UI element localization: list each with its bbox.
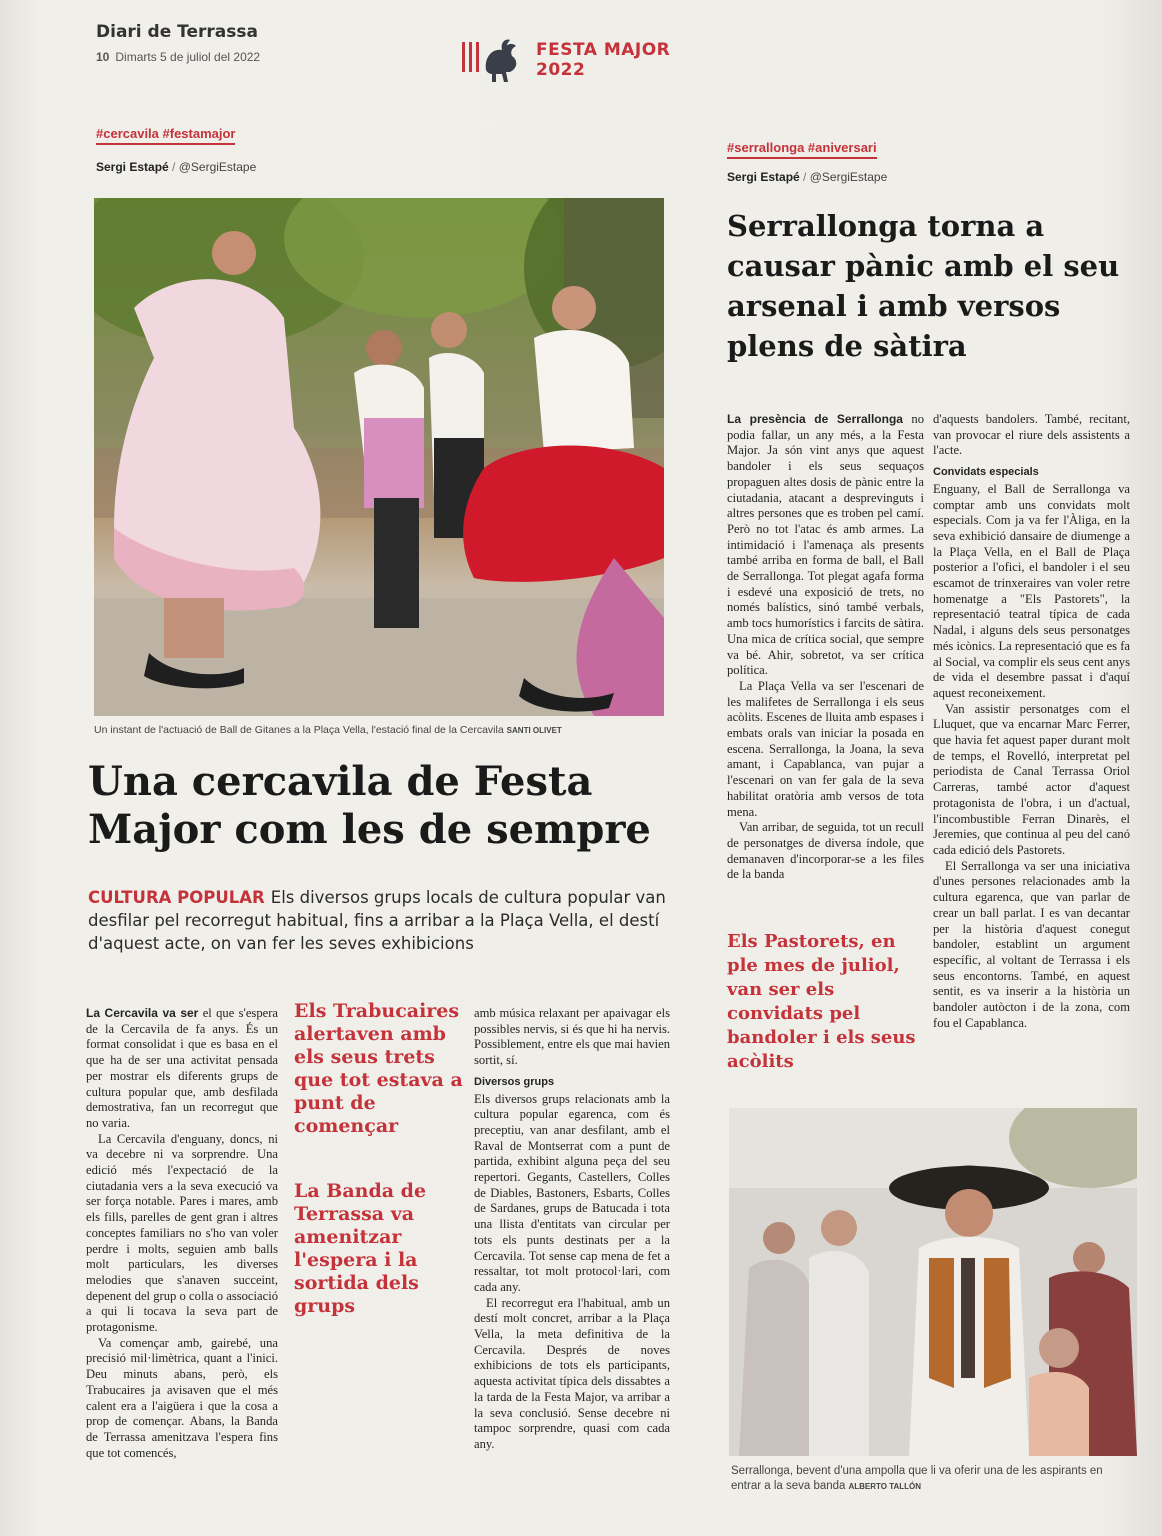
author-handle[interactable]: @SergiEstape	[178, 160, 257, 174]
author-name: Sergi Estapé	[727, 170, 800, 184]
paragraph: La Cercavila d'enguany, doncs, ni va decebre ni va sorprendre. Una edició més l'expectació de la ciutadania vers a la seva execució va ser força notable. Pares i mares, amb els fills, parelles de gent gran i altres conceptes familiars no s'ho van voler perdre i molts, seguien amb balls molt particulars, les diverses melodies que s'anaven succeint, depenent del grup o colla o associació a qui li tocava la seva part de protagonisme.	[86, 1131, 278, 1335]
right-body-column-2	[933, 412, 1130, 1031]
left-photo-caption	[94, 724, 664, 736]
paragraph	[727, 412, 924, 679]
paragraph: Va començar amb, gairebé, una precisió mil·limètrica, quant a l'inici. Deu minuts abans, però, els Trabucaires ja avisaven que el més calent era a l'aigüera i que la cosa a prop de començar. Abans, la Banda de Terrassa amenitzava l'espera fins que tot comencés,	[86, 1335, 278, 1460]
caption-text: Un instant de l'actuació de Ball de Gitanes a la Plaça Vella, l'estació final de la Cercavila	[94, 724, 504, 736]
paragraph: El recorregut era l'habitual, amb un destí molt concret, arribar a la Plaça Vella, la meta definitiva de la Cercavila. Després de noves exhibicions de tots els participants, aquesta activitat típica dels dissabtes a la tarda de la Festa Major, va arribar a la seva conclusió. Sense decebre ni tampoc sorprendre, quasi com cada any.	[474, 1295, 670, 1451]
page-number: 10	[96, 50, 110, 64]
caption-text: Serrallonga, bevent d'una ampolla que li va oferir una de les aspirants en entrar a la seva banda	[731, 1465, 1103, 1492]
paragraph: Van assistir personatges com el Lluquet, que va encarnar Marc Ferrer, que havia fet aquest paper durant molt de temps, el Rovelló, interpretat pel periodista de Canal Terrassa Oriol Carreras, també actor d'aquest protagonista de l'obra, i un d'actual, l'incombustible Ferran Dinarès, el Jeremies, que continua al peu del canó cada edició dels Pastorets.	[933, 701, 1130, 857]
left-body-column-3	[474, 1006, 670, 1453]
paragraph: amb música relaxant per apaivagar els possibles nervis, si és que hi ha nervis. Possiblement, entre els que mai havien sortit, sí.	[474, 1006, 670, 1068]
author-name: Sergi Estapé	[96, 160, 169, 174]
paragraph: Enguany, el Ball de Serrallonga va comptar amb uns convidats molt especials. Com ja va fer l'Àliga, en la seva exhibició dansaire de diumenge a la Plaça Vella, en el Ball de Plaça posterior a l'ofici, el bandoler i el seu escamot de trinxeraires van voler retre homenatge a "Els Pastorets", la representació teatral típica de cada Nadal, i alguns dels seus personatges més icònics. La representació que es fa al Social, va complir els seus cent anys de vida el desembre passat i d'aquí aquest reconeixement.	[933, 481, 1130, 700]
paragraph-text: el que s'espera de la Cercavila de fa anys. És un format consolidat i que es basa en el que ha de ser una activitat pensada per mostrar els diferents grups de cultura popular que, amb desfilada demostrativa, fan un recorregut que no varia.	[86, 1006, 278, 1130]
dancers-photo	[94, 198, 664, 716]
section-kicker: CULTURA POPULAR	[88, 888, 265, 907]
lead-in: La presència de Serrallonga	[727, 412, 903, 426]
left-body-column-1	[86, 1006, 278, 1461]
left-standfirst	[88, 886, 673, 955]
dancers-photo-icon	[94, 198, 664, 716]
date: Dimarts 5 de juliol del 2022	[115, 50, 261, 64]
paragraph: La Plaça Vella va ser l'escenari de les malifetes de Serrallonga i els seus acòlits. Escenes de lluita amb espases i embats orals van iniciar la posada en escena. Serrallonga, la Joana, la seva amant, i Capablanca, van pujar a l'escenari on van fer gala de la seva habilitat oratòria amb versos de tota mena.	[727, 678, 924, 819]
subheading: Convidats especials	[933, 466, 1039, 479]
right-article-byline: Sergi Estapé / @SergiEstape	[727, 170, 888, 184]
paragraph: d'aquests bandolers. També, recitant, van provocar el riure dels assistents a l'acte.	[933, 412, 1130, 458]
serrallonga-photo-icon	[729, 1108, 1137, 1456]
paragraph: Van arribar, de seguida, tot un recull de personatges de diversa índole, que demanaven d'incorporar-se a les files de la banda	[727, 820, 924, 882]
lead-in: La Cercavila va ser	[86, 1006, 199, 1020]
photo-credit: ALBERTO TALLÓN	[848, 1482, 922, 1491]
right-photo-caption	[731, 1464, 1131, 1494]
standfirst-text: Els diversos grups locals de cultura popular van desfilar pel recorregut habitual, fins a arribar a la Plaça Vella, el destí d'aquest acte, on van fer les seves exhibicions	[88, 888, 666, 953]
paragraph-text: no podia fallar, un any més, a la Festa Major. Ja són vint anys que aquest bandoler i els seus sequaços propaguen altes dosis de pànic entre la ciutadania, atacant a desprevinguts i altres persones que es troben pel camí. Però no tot l'atac és amb armes. La intimidació i l'amenaça als presents també arriba en forma de ball, el Ball de Serrallonga. Tot plegat agafa forma i esdevé una exposició de trets, no només balístics, sinó també verbals, amb tocs humorístics i farcits de sàtira. Una mica de crítica social, que sempre va bé. Ahir, sobretot, va ser crítica política.	[727, 412, 924, 678]
subheading: Diversos grups	[474, 1075, 555, 1088]
left-article-tag[interactable]: #cercavila #festamajor	[96, 126, 235, 145]
masthead: Diari de Terrassa	[96, 22, 258, 42]
right-pull-quote: Els Pastorets, en ple mes de juliol, van ser els convidats pel bandoler i els seus acòlits	[727, 931, 916, 1072]
paragraph: Els diversos grups relacionats amb la cultura popular egarenca, com és preceptiu, van anar desfilant, amb el Raval de Montserrat com a punt de partida, exhibint alguna peça del seu repertori. Gegants, Castellers, Colles de Diables, Bastoners, Esbarts, Colles de Sardanes, grups de Batucada i tota una llista d'entitats van circular per tots els punts destinats per a la Cercavila. Tot sense cap mena de fet a ressaltar, tot molt protocol·lari, com cada any.	[474, 1091, 670, 1294]
section-title	[536, 40, 670, 80]
pull-quote-1: Els Trabucaires alertaven amb els seus trets que tot estava a punt de començar	[294, 1000, 463, 1137]
serrallonga-photo	[729, 1108, 1137, 1456]
section-year: 2022	[536, 60, 586, 80]
author-handle[interactable]: @SergiEstape	[809, 170, 888, 184]
section-name: FESTA MAJOR	[536, 40, 671, 60]
paragraph: El Serrallonga va ser una iniciativa d'unes persones relacionades amb la cultura egarenca, que van parlar de crear un ball parlat. I es van decantar per la història d'aquest conegut bandoler, establint un argument específic, al voltant de Terrassa i els seus encontorns. També, en aquest sentit, es va inserir a la història un bandoler autòcton i de la zona, com fou el Capablanca.	[933, 858, 1130, 1030]
right-headline: Serrallonga torna a causar pànic amb el seu arsenal i amb versos plens de sàtira	[727, 209, 1120, 363]
left-headline: Una cercavila de Festa Major com les de sempre	[88, 758, 651, 853]
pull-quote-2: La Banda de Terrassa va amenitzar l'espera i la sortida dels grups	[294, 1180, 427, 1317]
festa-major-logo-icon	[462, 34, 522, 90]
left-article-byline: Sergi Estapé / @SergiEstape	[96, 160, 257, 174]
photo-credit: SANTI OLIVET	[506, 726, 562, 735]
dateline	[96, 50, 260, 64]
right-body-column-1	[727, 412, 924, 883]
paragraph	[86, 1006, 278, 1132]
right-article-tag[interactable]: #serrallonga #aniversari	[727, 140, 877, 159]
